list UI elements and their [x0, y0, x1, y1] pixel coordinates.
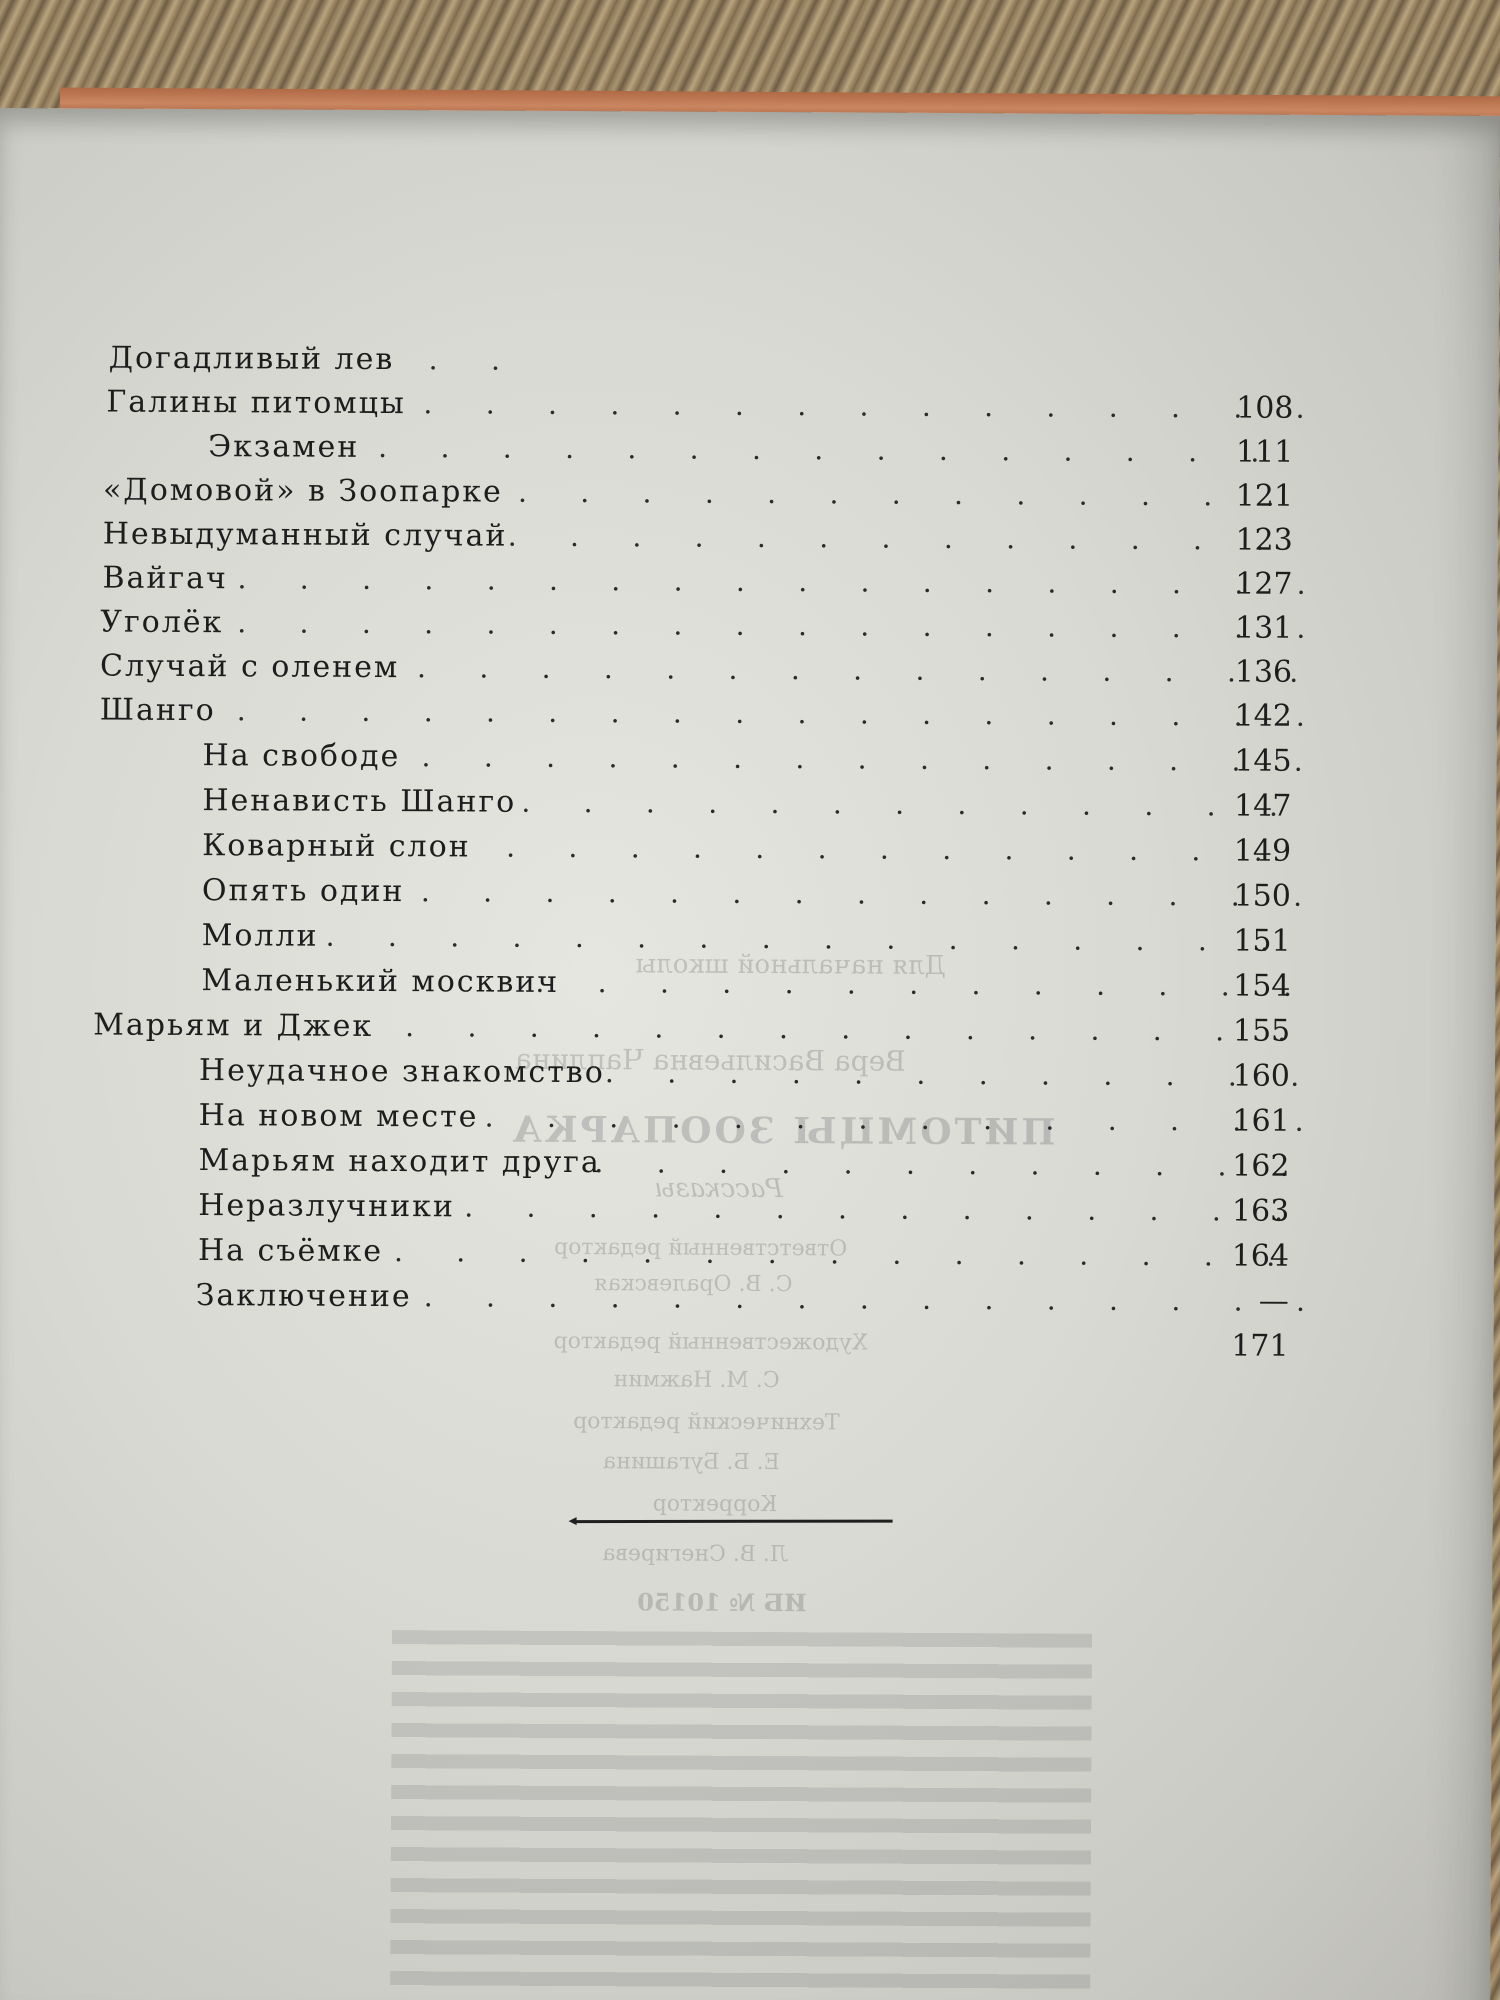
toc-entry	[0, 1048, 1395, 1099]
toc-entry-title: На новом месте	[198, 1098, 479, 1135]
ghost-tech-editor-name: Е. Б. Бугашина	[602, 1449, 780, 1476]
ghost-audience: Для начальной школы	[635, 949, 946, 981]
toc-entry	[0, 1003, 1395, 1054]
toc-entry	[0, 1273, 1394, 1324]
toc-entry	[0, 556, 1398, 607]
toc-entry	[0, 778, 1396, 829]
ghost-book-title: ПИТОМЦЫ ЗООПАРКА	[509, 1108, 1056, 1154]
ghost-corrector-name: Л. В. Снегирева	[602, 1541, 789, 1568]
toc-entry-title: Марьям и Джек	[93, 1007, 374, 1044]
toc-entry-page: 147	[1234, 788, 1292, 824]
toc-entry-page: 142	[1234, 698, 1292, 734]
toc-entry-title: Вайгач	[102, 560, 229, 597]
toc-entry	[0, 424, 1398, 475]
toc-entry-title: Маленький москвич	[201, 963, 560, 1000]
toc-entry-page: 155	[1232, 1013, 1291, 1049]
toc-entry	[0, 913, 1396, 964]
book-page	[0, 108, 1500, 2000]
toc-entry-title: Уголёк	[100, 604, 224, 641]
ghost-author: Вера Васильевна Чаплина	[514, 1042, 906, 1078]
toc-entry-page: 111	[1235, 434, 1294, 470]
toc-entry-page: 164	[1231, 1238, 1290, 1274]
toc-entry	[0, 1228, 1394, 1279]
toc-entry-title: На съёмке	[197, 1233, 384, 1270]
toc-entry-page: 151	[1233, 923, 1291, 959]
toc-entry	[0, 380, 1399, 431]
toc-entry-page: 145	[1234, 743, 1292, 779]
ghost-art-editor-role: Художественный редактор	[553, 1328, 868, 1356]
toc-entry-title: Экзамен	[208, 429, 360, 465]
toc-entry	[0, 336, 1399, 387]
toc-entry-title: Ненависть Шанго	[202, 783, 517, 820]
ghost-tech-editor-role: Технический редактор	[573, 1409, 840, 1436]
ghost-genre: Рассказы	[654, 1173, 783, 1205]
toc-entry	[0, 733, 1397, 784]
ghost-imprint-block	[390, 1630, 1092, 2000]
toc-entry-page: 150	[1233, 878, 1291, 914]
toc-dot-leader	[378, 426, 1308, 475]
toc-entry-page: 149	[1233, 833, 1292, 869]
toc-dot-leader	[326, 915, 1306, 964]
toc-entry	[0, 1183, 1394, 1234]
toc-entry-title: Шанго	[99, 692, 216, 729]
toc-entry-title: Марьям находит друга	[198, 1143, 601, 1181]
toc-dot-leader	[429, 338, 519, 382]
ghost-editor-role: Ответственный редактор	[553, 1234, 848, 1262]
toc-entry-title: Заключение	[195, 1278, 412, 1315]
ghost-code: ИБ № 10150	[637, 1587, 807, 1618]
ghost-art-editor-name: С. М. Нажмин	[613, 1367, 780, 1394]
toc-entry-title: Неразлучники	[198, 1188, 456, 1225]
toc-entry-page: 127	[1235, 566, 1293, 602]
toc-entry-page: 123	[1235, 522, 1293, 558]
toc-dot-leader	[237, 601, 1307, 651]
toc-entry-title: Коварный слон	[202, 828, 471, 865]
table-of-contents	[0, 108, 1500, 1616]
ghost-editor-name: С. В. Оралевская	[593, 1271, 793, 1298]
ghost-corrector-role: Корректор	[652, 1491, 778, 1518]
toc-entry	[0, 1138, 1395, 1189]
toc-entry-title: Опять один	[201, 873, 405, 910]
toc-entry-page: —	[1258, 1283, 1289, 1319]
toc-entry	[0, 1093, 1395, 1144]
toc-entry-page: 161	[1232, 1103, 1290, 1139]
toc-entry	[0, 644, 1397, 695]
toc-entry-page: 136	[1234, 654, 1293, 690]
toc-entry-page: 162	[1232, 1148, 1290, 1184]
toc-entry-title: Молли	[201, 918, 319, 954]
toc-entry-title: На свободе	[202, 738, 401, 775]
toc-entry	[0, 958, 1396, 1009]
toc-entry	[0, 823, 1396, 874]
toc-entry-page: 131	[1234, 610, 1293, 646]
toc-entry-title: Догадливый лев	[108, 340, 395, 378]
toc-entry-page	[1174, 342, 1294, 343]
toc-entry-title: Галины питомцы	[106, 384, 406, 422]
toc-dot-leader	[237, 557, 1307, 607]
toc-entry	[0, 512, 1398, 563]
toc-entry-title: Невыдуманный случай	[102, 516, 508, 554]
toc-dot-leader	[394, 1230, 1304, 1279]
toc-entry	[0, 468, 1398, 519]
toc-entry	[0, 688, 1397, 739]
toc-entry-page: 160	[1232, 1058, 1291, 1094]
toc-entry-page: 163	[1231, 1193, 1290, 1229]
toc-entry-title: Случай с оленем	[99, 648, 400, 686]
toc-dot-leader	[237, 689, 1307, 739]
toc-entry	[0, 600, 1397, 651]
toc-entry-page: 154	[1233, 968, 1291, 1004]
toc-entry-page: 171	[1231, 1328, 1289, 1364]
toc-entry-title: Неудачное знакомство	[198, 1053, 605, 1091]
toc-entry-page: 121	[1235, 478, 1294, 514]
toc-entry-page: 108	[1236, 390, 1294, 426]
toc-entry-title: «Домовой» в Зоопарке	[102, 472, 503, 510]
toc-entry	[0, 1318, 1394, 1369]
toc-entry	[0, 868, 1396, 919]
